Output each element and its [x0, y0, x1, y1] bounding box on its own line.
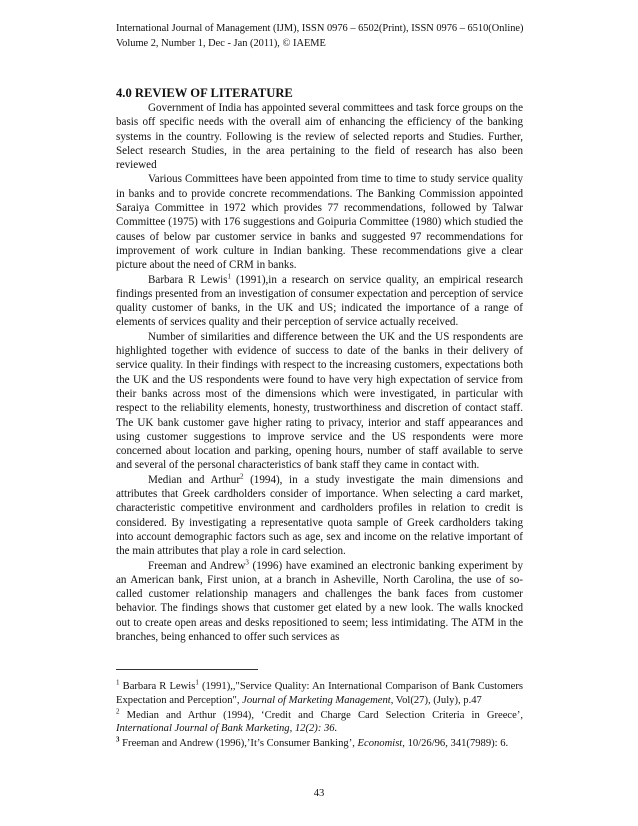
paragraph-text: Number of similarities and difference between the UK and the US respondents are highlighted together with evidence of success to date of the banks in their delivery of service quality. In their findings with respect to the increasing customers, expectations both the UK and the US respondents were found to have very high expectation of service from their banks across most of the dimensions which were investigated, in particular with respect to the reliability elements, honesty, trustworthiness and discretion of contact staff. The UK bank customer gave higher rating to privacy, interior and staff appearances and using customer suggestions to improve service and the US respondents were more concerned about location and parking, opening hours, number of staff available to serve and several of the personal characteristics of bank staff they came in contact with.	[116, 330, 523, 472]
footnote-number: 2	[116, 707, 120, 716]
footnote-text: Median and Arthur (1994), ‘Credit and Charge Card Selection Criteria in Greece’,	[119, 709, 523, 721]
citation-author: Barbara R Lewis	[148, 273, 228, 286]
footnote-ref: 1	[195, 678, 199, 687]
paragraph-text: (1991),in a research on service quality, an empirical research findings presented from an investigation of consumer expectation and perception of service quality customer of banks, in the UK and US; indicated the importance of a range of elements of services quality and their perception of service actually received.	[116, 273, 523, 329]
footnote-ref: 2	[240, 472, 244, 481]
footnote-ref: 3	[245, 557, 249, 566]
footnote-tail: , Vol(27), (July), p.47	[390, 694, 482, 706]
journal-header-line-1: International Journal of Management (IJM), ISSN 0976 – 6502(Print), ISSN 0976 – 6510(Online)	[116, 23, 524, 34]
footnote-number: 3	[116, 735, 120, 744]
footnote-2	[116, 709, 523, 737]
footnote-divider	[116, 669, 258, 670]
paragraph-text: (1994), in a study investigate the main dimensions and attributes that Greek cardholders consider of importance. When selecting a card market, characteristic competitive environment and cardholders profiles in relation to credit is considered. By investigating a representative quota sample of Greek cardholders taking into account demographic factors such as age, sex and income on the relative important of the main attributes that play a role in card selection.	[116, 473, 523, 558]
paragraph-5	[116, 473, 523, 559]
paragraph-6	[116, 559, 523, 645]
footnote-journal: Journal of Marketing Management	[242, 694, 391, 706]
paragraph-1: Government of India has appointed several committees and task force groups on the basis off specific needs with the overall aim of enhancing the efficiency of the banking systems in the country. Following is the review of selected reports and Studies. Further, Select research Studies, in the area pertaining to the field of research has also been reviewed	[116, 102, 523, 172]
footnote-3	[116, 737, 523, 751]
journal-header	[116, 21, 536, 51]
footnote-text: Freeman and Andrew (1996),’It’s Consumer Banking’,	[119, 738, 358, 750]
footnote-journal: International Journal of Bank Marketing, 12(2): 36.	[116, 723, 338, 735]
footnote-text: (1991),,"Service Quality: An International Comparison of Bank Customers Expectation and Perception",	[116, 681, 523, 706]
section-body	[116, 101, 523, 644]
footnotes	[116, 680, 523, 752]
footnote-author: Barbara R Lewis	[119, 681, 196, 692]
footnote-ref: 1	[227, 271, 231, 280]
citation-author: Freeman and Andrew	[148, 559, 246, 572]
section-heading: 4.0 REVIEW OF LITERATURE	[116, 86, 293, 100]
paragraph-3	[116, 273, 523, 330]
footnote-1	[116, 680, 523, 708]
footnote-journal: Economist	[357, 738, 403, 750]
page-number: 43	[313, 788, 325, 799]
footnote-tail: , 10/26/96, 341(7989): 6.	[402, 738, 509, 750]
footnote-number: 1	[116, 678, 120, 687]
paragraph-text: (1996) have examined an electronic banking experiment by an American bank, First union, at a branch in Asheville, North Carolina, the use of so-called customer relationship managers and challenges the bank faces from customer behavior. The findings shows that customer get elated by a new look. The walls knocked out to create open areas and desks repositioned to seem; less intimidating. The ATM in the branches, being enhanced to offer such services as	[116, 559, 524, 643]
paragraph-2: Various Committees have been appointed from time to time to study service quality in banks and to provide concrete recommendations. The Banking Commission appointed Saraiya Committee in 1972 which provides 77 recommendations, followed by Talwar Committee (1975) with 176 suggestions and Goipuria Committee (1980) which studied the causes of below par customer service in banks and suggested 97 recommendations for improvement of work culture in Indian banking. These recommendations give a clear picture about the need of CRM in banks.	[116, 173, 523, 272]
citation-author: Median and Arthur	[148, 473, 241, 486]
paragraph-4	[116, 330, 523, 473]
journal-header-line-2: Volume 2, Number 1, Dec - Jan (2011), © IAEME	[116, 38, 326, 49]
